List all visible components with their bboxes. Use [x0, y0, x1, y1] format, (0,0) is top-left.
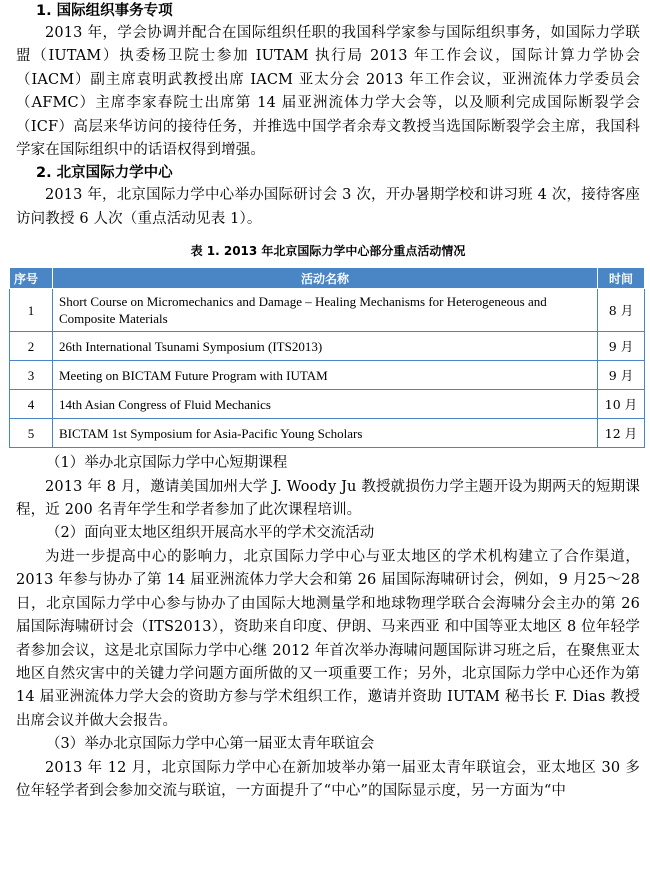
subheading-asia-pacific-exchange: （2）面向亚太地区组织开展高水平的学术交流活动: [46, 525, 375, 542]
row-time: 12 月: [598, 419, 645, 448]
row-no: 2: [10, 332, 53, 361]
row-name: Meeting on BICTAM Future Program with IUTAM: [53, 361, 598, 390]
row-name: Short Course on Micromechanics and Damage – Healing Mechanisms for Heterogeneous and Composite Materials: [53, 289, 598, 332]
table-row: [10, 332, 645, 361]
row-time: 9 月: [598, 361, 645, 390]
row-no: 5: [10, 419, 53, 448]
row-no: 4: [10, 390, 53, 419]
paragraph-bictam: 2013 年，北京国际力学中心举办国际研讨会 3 次，开办暑期学校和讲习班 4 次，接待客座访问教授 6 人次（重点活动见表 1）。: [16, 187, 640, 227]
row-name: 14th Asian Congress of Fluid Mechanics: [53, 390, 598, 419]
table-row: [10, 419, 645, 448]
table-caption: 表 1. 2013 年北京国际力学中心部分重点活动情况: [190, 244, 466, 259]
table-row: [10, 361, 645, 390]
row-name: 26th International Tsunami Symposium (ITS2013): [53, 332, 598, 361]
row-name: BICTAM 1st Symposium for Asia-Pacific Young Scholars: [53, 419, 598, 448]
header-name: 活动名称: [53, 268, 598, 289]
table-row: [10, 390, 645, 419]
paragraph-young-scholars: 2013 年 12 月，北京国际力学中心在新加坡举办第一届亚太青年联谊会，亚太地区 30 多位年轻学者到会参加交流与联谊，一方面提升了“中心”的国际显示度，另一方面为“中: [16, 759, 640, 799]
paragraph-short-course: 2013 年 8 月，邀请美国加州大学 J. Woody Ju 教授就损伤力学主题开设为期两天的短期课程，近 200 名青年学生和学者参加了此次课程培训。: [16, 478, 640, 519]
row-no: 3: [10, 361, 53, 390]
subheading-young-scholars: （3）举办北京国际力学中心第一届亚太青年联谊会: [46, 736, 375, 753]
section-heading-bictam: 2. 北京国际力学中心: [36, 165, 173, 182]
row-time: 8 月: [598, 289, 645, 332]
table-header-row: [10, 268, 645, 289]
row-no: 1: [10, 289, 53, 332]
row-time: 9 月: [598, 332, 645, 361]
activities-table: [9, 267, 645, 448]
row-time: 10 月: [598, 390, 645, 419]
paragraph-asia-pacific-exchange: 为进一步提高中心的影响力，北京国际力学中心与亚太地区的学术机构建立了合作渠道，2013 年参与协办了第 14 届亚洲流体力学大会和第 26 届国际海啸研讨会，例如，9 月25～28 日，北京国际力学中心参与协办了由国际大地测量学和地球物理学联合会海啸分会主办的第 26 届国际海啸研讨会（ITS2013），资助来自印度、伊朗、马来西亚 和中国等亚太地区 8 位年轻学者参加会议，这是北京国际力学中心继 2012 年首次举办海啸问题国际讲习班之后，在聚焦亚太地区自然灾害中的关键力学问题方面所做的又一项重要工作；另外，北京国际力学中心还作为第 14 届亚洲流体力学大会的资助方参与学术组织工作，邀请并资助 IUTAM 秘书长 F. Dias 教授出席会议并做大会报告。: [16, 548, 640, 729]
header-no: 序号: [10, 268, 53, 289]
header-time: 时间: [598, 268, 645, 289]
table-row: [10, 289, 645, 332]
subheading-short-course: （1）举办北京国际力学中心短期课程: [46, 455, 288, 472]
section-heading-international-affairs: 1. 国际组织事务专项: [36, 3, 173, 19]
paragraph-international-affairs: 2013 年，学会协调并配合在国际组织任职的我国科学家参与国际组织事务，如国际力学联盟（IUTAM）执委杨卫院士参加 IUTAM 执行局 2013 年工作会议，国际计算力学协会（IACM）副主席袁明武教授出席 IACM 亚太分会 2013 年工作会议，亚洲流体力学委员会（AFMC）主席李家春院士出席第 14 届亚洲流体力学大会等，以及顺利完成国际断裂学会（ICF）高层来华访问的接待任务，并推选中国学者余寿文教授当选国际断裂学会主席，我国科学家在国际组织中的话语权得到增强。: [16, 25, 640, 159]
